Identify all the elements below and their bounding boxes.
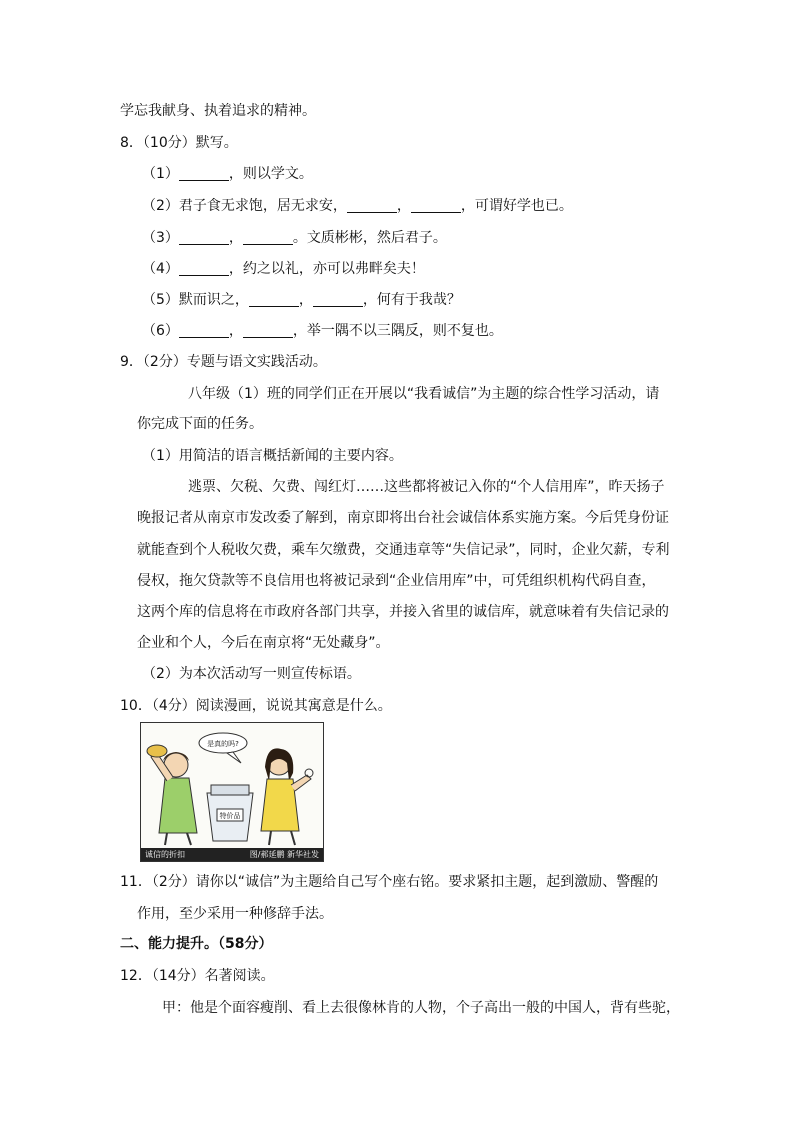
- q9-subquestion-1: （1）用简洁的语言概括新闻的主要内容。: [142, 448, 403, 464]
- section-2-heading: 二、能力提升。（58分）: [120, 936, 273, 952]
- item-text: ，可谓好学也已。: [460, 198, 573, 214]
- item-text: ，: [298, 292, 313, 308]
- held-glasses: [305, 769, 313, 777]
- news-line: 企业和个人，今后在南京将“无处藏身”。: [137, 635, 390, 651]
- answer-blank[interactable]: [179, 230, 229, 245]
- cartoon-title: 诚信的折扣: [145, 850, 185, 859]
- cartoon-caption-bar: [141, 848, 323, 861]
- cartoon-image: [140, 722, 324, 862]
- left-woman-leg: [165, 833, 167, 845]
- question-10-title: 10．（4分）阅读漫画，说说其寓意是什么。: [120, 698, 392, 714]
- question-8-title: 8．（10分）默写。: [120, 135, 238, 151]
- item-text: ，约之以礼，亦可以弗畔矣夫！: [228, 261, 425, 277]
- continuation-line: 学忘我献身、执着追求的精神。: [120, 103, 316, 119]
- left-woman-leg: [187, 833, 191, 845]
- q8-item-2: [142, 196, 573, 216]
- q8-item-5: [142, 290, 461, 310]
- item-text: （2）君子食无求饱，居无求安，: [142, 198, 347, 214]
- item-text: （6）: [142, 323, 179, 339]
- answer-blank[interactable]: [347, 198, 397, 213]
- q8-item-6: [142, 321, 503, 341]
- cartoon-drawing: [141, 723, 323, 848]
- bin-items: [211, 785, 249, 795]
- q8-item-1: [142, 164, 313, 184]
- question-11-line: 11．（2分）请你以“诚信”为主题给自己写个座右铭。要求紧扣主题，起到激励、警醒的: [120, 874, 659, 890]
- answer-blank[interactable]: [249, 292, 299, 307]
- q9-intro-line: 你完成下面的任务。: [137, 416, 263, 432]
- item-text: ，: [228, 323, 243, 339]
- answer-blank[interactable]: [179, 261, 229, 276]
- right-woman-leg: [269, 831, 271, 845]
- held-item: [147, 745, 167, 757]
- item-text: ，何有于我哉？: [362, 292, 461, 308]
- left-woman-dress: [159, 778, 197, 833]
- item-text: （4）: [142, 261, 179, 277]
- answer-blank[interactable]: [313, 292, 363, 307]
- news-line: 就能查到个人税收欠费，乘车欠缴费，交通违章等“失信记录”，同时，企业欠薪，专利: [137, 542, 670, 558]
- q12-passage-line: 甲：他是个面容瘦削、看上去很像林肯的人物，个子高出一般的中国人，背有些驼，: [162, 1000, 680, 1016]
- answer-blank[interactable]: [243, 230, 293, 245]
- item-text: （5）默而识之，: [142, 292, 249, 308]
- item-text: （3）: [142, 230, 179, 246]
- question-9-title: 9．（2分）专题与语文实践活动。: [120, 354, 327, 370]
- news-line: 逃票、欠税、欠费、闯红灯……这些都将被记入你的“个人信用库”，昨天扬子: [188, 479, 665, 495]
- cartoon-credit: 图/郝延鹏 新华社发: [249, 850, 319, 859]
- news-line: 晚报记者从南京市发改委了解到，南京即将出台社会诚信体系实施方案。今后凭身份证: [137, 510, 669, 526]
- answer-blank[interactable]: [179, 323, 229, 338]
- question-11-line: 作用，至少采用一种修辞手法。: [137, 906, 333, 922]
- item-text: （1）: [142, 166, 179, 182]
- item-text: 。文质彬彬，然后君子。: [292, 230, 447, 246]
- news-line: 这两个库的信息将在市政府各部门共享，并接入省里的诚信库，就意味着有失信记录的: [137, 604, 669, 620]
- right-woman-arm: [291, 775, 311, 791]
- q8-item-4: [142, 259, 425, 279]
- answer-blank[interactable]: [411, 198, 461, 213]
- news-line: 侵权，拖欠贷款等不良信用也将被记录到“企业信用库”中，可凭组织机构代码自查，: [137, 573, 656, 589]
- bubble-text: 是真的吗?: [207, 740, 239, 748]
- item-text: ，: [396, 198, 411, 214]
- q9-subquestion-2: （2）为本次活动写一则宣传标语。: [142, 666, 361, 682]
- question-12-title: 12．（14分）名著阅读。: [120, 968, 275, 984]
- item-text: ，举一隅不以三隅反，则不复也。: [292, 323, 503, 339]
- answer-blank[interactable]: [243, 323, 293, 338]
- q9-intro-line: 八年级（1）班的同学们正在开展以“我看诚信”为主题的综合性学习活动，请: [188, 386, 660, 402]
- bin-label-text: 特价品: [219, 812, 241, 820]
- right-woman-leg: [291, 831, 295, 845]
- item-text: ，: [228, 230, 243, 246]
- answer-blank[interactable]: [179, 166, 229, 181]
- bubble-tail: [227, 752, 241, 763]
- item-text: ，则以学文。: [228, 166, 313, 182]
- q8-item-3: [142, 228, 447, 248]
